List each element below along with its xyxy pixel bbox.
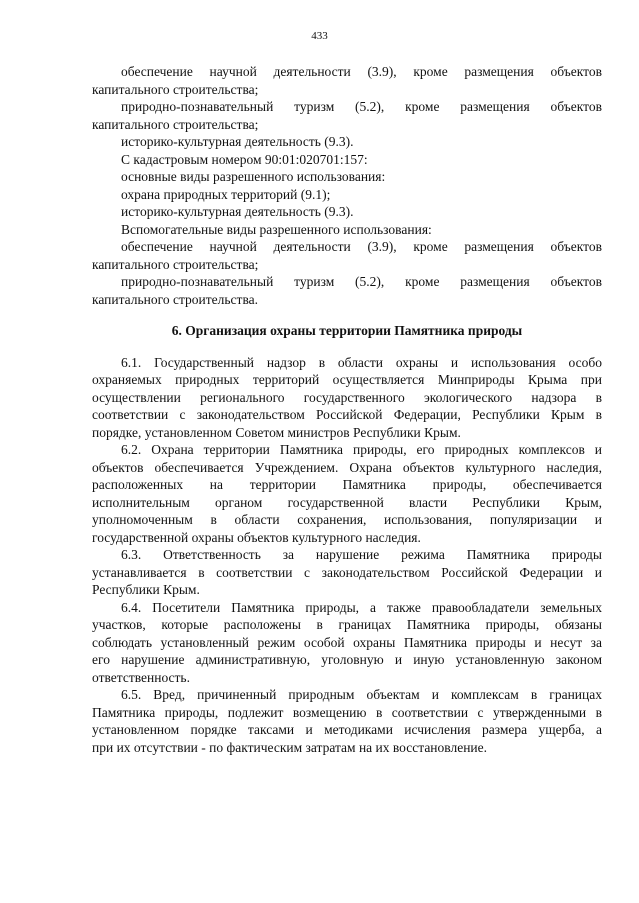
text-line: Вспомогательные виды разрешенного использования:: [121, 221, 432, 237]
text-line: при их отсутствии - по фактическим затратам на их восстановление.: [92, 739, 488, 755]
text-line: природно-познавательный туризм (5.2), кроме размещения объектов: [121, 274, 602, 289]
text-line: основные виды разрешенного использования:: [121, 169, 386, 184]
text-line: его нарушение административную, уголовную и иную установленную законом: [92, 652, 602, 667]
text-line: 6.1. Государственный надзор в области охраны и использования особо: [121, 354, 602, 370]
page-number: 433: [311, 30, 328, 42]
text-line: соблюдать установленный режим особой охраны Памятника природы и несут за: [92, 634, 602, 650]
text-line: капитального строительства;: [92, 256, 259, 272]
spacer: [92, 340, 602, 354]
text-line: Памятника природы, подлежит возмещению в соответствии с утвержденными в: [92, 704, 602, 720]
text-line: капитального строительства.: [92, 291, 259, 307]
text-line: соответствии с законодательством Российской Федерации, Республики Крым в: [92, 407, 602, 422]
text-line: Республики Крым.: [92, 582, 200, 597]
text-line: историко-культурная деятельность (9.3).: [121, 204, 354, 219]
text-line: капитального строительства;: [92, 116, 259, 132]
text-line: расположенных на территории Памятника природы, обеспечивается: [92, 477, 602, 492]
text-line: 6.5. Вред, причиненный природным объектам и комплексам в границах: [121, 687, 602, 702]
text-line: объектов обеспечивается Учреждением. Охрана объектов культурного наследия,: [92, 459, 602, 475]
text-line: устанавливается в соответствии с законодательством Российской Федерации и: [92, 564, 602, 580]
text-line: осуществлении регионального государственного экологического надзора в: [92, 389, 602, 405]
text-line: природно-познавательный туризм (5.2), кроме размещения объектов: [121, 99, 602, 114]
text-line: уполномоченным в области сохранения, использования, популяризации и: [92, 512, 602, 527]
section-heading: 6. Организация охраны территории Памятника природы: [171, 323, 523, 338]
text-line: ответственность.: [92, 669, 190, 685]
text-line: обеспечение научной деятельности (3.9), кроме размещения объектов: [121, 64, 602, 79]
text-line: охрана природных территорий (9.1);: [121, 186, 331, 202]
text-line: 6.2. Охрана территории Памятника природы, его природных комплексов и: [121, 442, 602, 457]
land-use-list: [92, 63, 602, 308]
text-line: С кадастровым номером 90:01:020701:157:: [121, 151, 368, 167]
text-line: 6.3. Ответственность за нарушение режима Памятника природы: [121, 547, 602, 562]
text-line: исполнительным органом государственной власти Республики Крым,: [92, 494, 602, 510]
section-text: [92, 354, 602, 757]
text-line: 6.4. Посетители Памятника природы, а также правообладатели земельных: [121, 599, 602, 615]
text-line: историко-культурная деятельность (9.3).: [121, 134, 354, 149]
text-line: установленном порядке таксами и методиками исчисления размера ущерба, а: [92, 722, 602, 737]
document-body: [92, 63, 602, 756]
text-line: капитального строительства;: [92, 81, 259, 97]
text-line: обеспечение научной деятельности (3.9), кроме размещения объектов: [121, 239, 602, 254]
text-line: государственной охраны объектов культурного наследия.: [92, 529, 421, 545]
text-line: порядке, установленном Советом министров Республики Крым.: [92, 424, 461, 440]
spacer: [92, 308, 602, 322]
text-line: участков, которые расположены в границах Памятника природы, обязаны: [92, 617, 602, 632]
text-line: охраняемых природных территорий осуществляется Минприроды Крыма при: [92, 372, 602, 387]
